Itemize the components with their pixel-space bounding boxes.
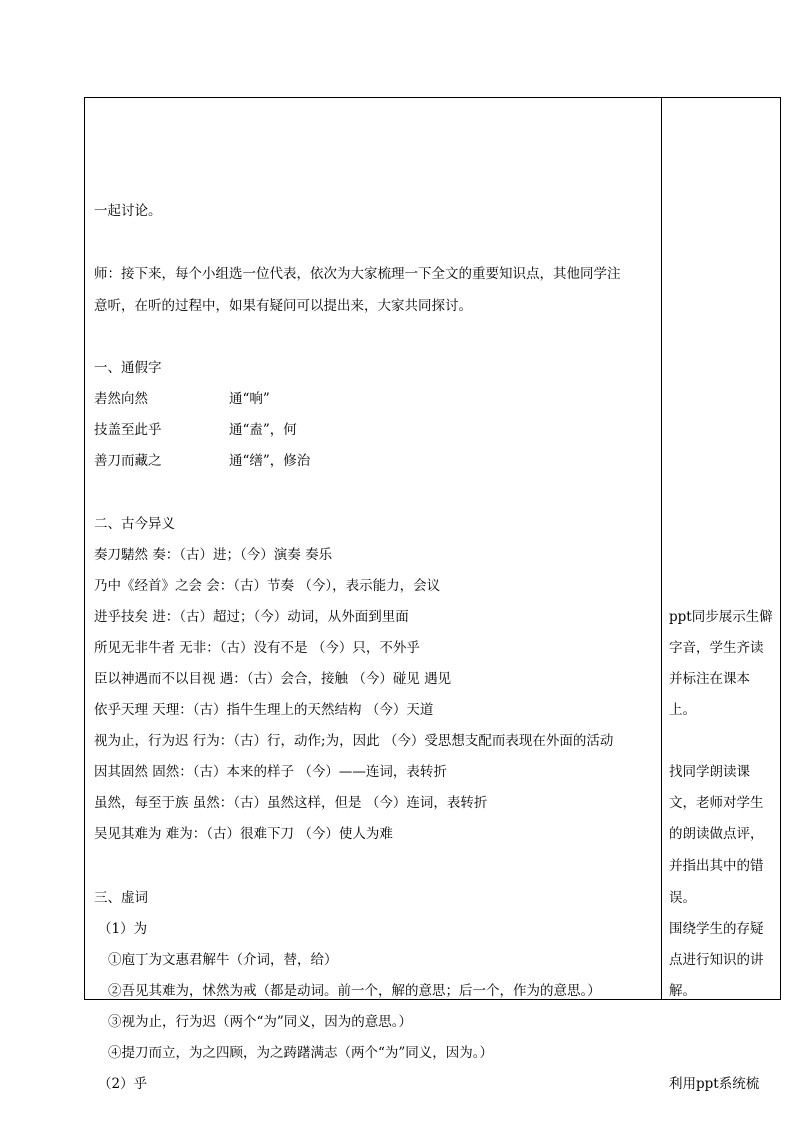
subheading: （1）为 (98, 921, 148, 937)
xuci-item: ②吾见其难为，怵然为戒（都是动词。前一个，解的意思；后一个，作为的意思。） (108, 983, 601, 999)
design-intent-cell (662, 98, 780, 1092)
gujin-item: 因其固然 固然：（古）本来的样子 （今）——连词，表转折 (94, 764, 447, 780)
tongjia-note: 通“盍”，何 (229, 422, 297, 438)
text-line: 意听，在听的过程中，如果有疑问可以提出来，大家共同探讨。 (94, 298, 472, 314)
lesson-table (84, 97, 781, 1092)
gujin-item: 所见无非牛者 无非：（古）没有不是 （今）只，不外乎 (94, 640, 420, 656)
gujin-item: 乃中《经首》之会 会：（古）节奏 （今），表示能力，会议 (94, 578, 441, 594)
tongjia-note: 通“响” (229, 391, 270, 407)
side-text-line: 围绕学生的存疑 (669, 921, 764, 937)
side-text-line: 找同学朗读课 (669, 764, 750, 780)
xuci-item: ③视为止，行为迟（两个“为”同义，因为的意思。） (108, 1014, 413, 1030)
side-text-line: 并指出其中的错 (669, 858, 764, 874)
gujin-item: 吴见其难为 难为：（古）很难下刀 （今）使人为难 (94, 826, 393, 842)
gujin-item: 依乎天理 天理：（古）指牛生理上的天然结构 （今）天道 (94, 702, 434, 718)
tongjia-phrase: 砉然向然 (94, 391, 148, 407)
section-heading: 二、古今异义 (94, 516, 175, 532)
gujin-item: 进乎技矣 进：（古）超过；（今）动词，从外面到里面 (94, 609, 409, 625)
text-line: 师：接下来，每个小组选一位代表，依次为大家梳理一下全文的重要知识点，其他同学注 (94, 266, 621, 282)
text-line: 一起讨论。 (94, 203, 162, 219)
section-heading: 三、虚词 (94, 890, 148, 906)
side-text-line: ppt同步展示生僻 (669, 609, 773, 625)
gujin-item: 虽然，每至于族 虽然：（古）虽然这样，但是 （今）连词，表转折 (94, 795, 488, 811)
side-text-line: 解。 (669, 983, 696, 999)
gujin-item: 奏刀騞然 奏：（古）进；（今）演奏 奏乐 (94, 547, 333, 563)
section-heading: 一、通假字 (94, 360, 162, 376)
side-text-line: 文，老师对学生 (669, 795, 764, 811)
tongjia-phrase: 技盖至此乎 (94, 422, 162, 438)
tongjia-row (94, 453, 311, 469)
teaching-content-cell (85, 98, 661, 1092)
side-text-line: 误。 (669, 890, 696, 906)
gujin-item: 视为止，行为迟 行为：（古）行，动作;为，因此 （今）受思想支配而表现在外面的活动 (94, 733, 614, 749)
tongjia-row (94, 422, 297, 438)
xuci-item: ④提刀而立，为之四顾，为之踌躇满志（两个“为”同义，因为。） (108, 1045, 494, 1061)
subheading: （2）乎 (98, 1076, 148, 1092)
side-text-line: 上。 (669, 702, 696, 718)
side-text-line: 的朗读做点评， (669, 826, 764, 842)
side-text-line: 利用ppt系统梳 (669, 1076, 760, 1092)
gujin-item: 臣以神遇而不以目视 遇：（古）会合，接触 （今）碰见 遇见 (94, 671, 452, 687)
tongjia-row (94, 391, 270, 407)
side-text-line: 并标注在课本 (669, 671, 750, 687)
tongjia-note: 通“缮”，修治 (229, 453, 311, 469)
side-text-line: 字音，学生齐读 (669, 640, 764, 656)
side-text-line: 点进行知识的讲 (669, 952, 764, 968)
xuci-item: ①庖丁为文惠君解牛（介词，替，给） (108, 952, 338, 968)
tongjia-phrase: 善刀而藏之 (94, 453, 162, 469)
